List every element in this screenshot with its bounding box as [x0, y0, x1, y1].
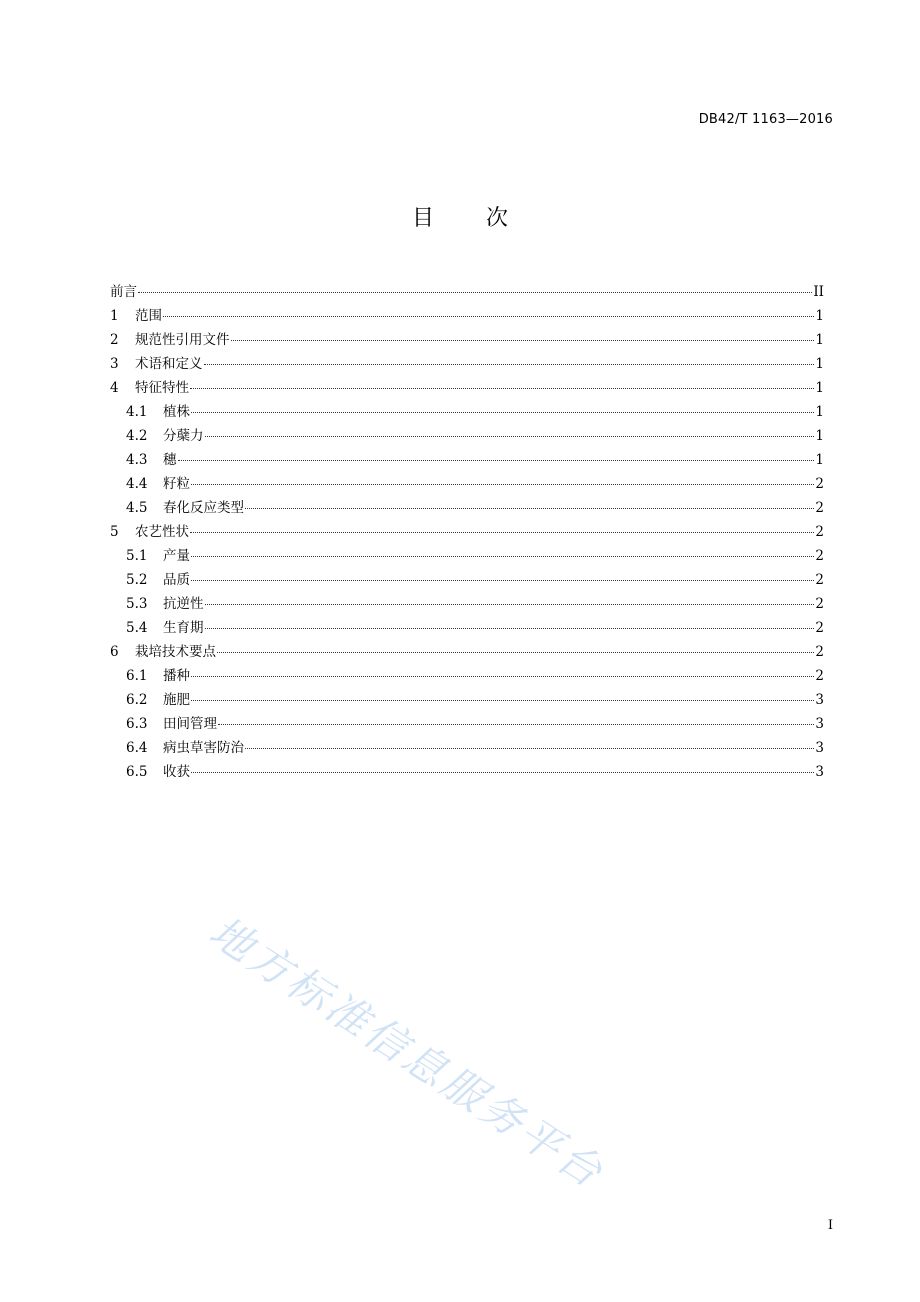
- toc-entry-page: 1: [815, 380, 824, 396]
- page-number: I: [827, 1218, 833, 1233]
- toc-entry-page: 2: [815, 644, 824, 660]
- toc-entry-page: 2: [815, 476, 824, 492]
- toc-dot-leader: [205, 435, 815, 437]
- toc-entry-title: 收获: [163, 764, 190, 780]
- toc-entry-page: 2: [815, 500, 824, 516]
- toc-entry-number: 4.1: [126, 404, 148, 420]
- toc-entry-number: 4.3: [126, 452, 148, 468]
- toc-entry-page: 3: [815, 692, 824, 708]
- toc-entry-number: 6.5: [126, 764, 148, 780]
- toc-entry-number: 5.1: [126, 548, 148, 564]
- toc-dot-leader: [205, 627, 815, 629]
- toc-entry-number: 5.4: [126, 620, 148, 636]
- toc-entry-number: 4: [110, 380, 119, 396]
- toc-entry-title: 施肥: [163, 692, 190, 708]
- toc-entry-title: 籽粒: [163, 476, 190, 492]
- toc-entry-page: 1: [815, 452, 824, 468]
- toc-entry[interactable]: [110, 424, 824, 448]
- toc-entry[interactable]: [110, 400, 824, 424]
- toc-entry-page: 2: [815, 596, 824, 612]
- toc-entry[interactable]: [110, 760, 824, 784]
- toc-entry-number: 5.2: [126, 572, 148, 588]
- toc-dot-leader: [138, 291, 812, 293]
- toc-entry-title: 分蘖力: [163, 428, 204, 444]
- toc-entry-number: 2: [110, 332, 119, 348]
- toc-entry[interactable]: [110, 640, 824, 664]
- toc-entry-number: 6: [110, 644, 119, 660]
- toc-entry-title: 范围: [135, 308, 162, 324]
- toc-entry-number: 6.3: [126, 716, 148, 732]
- toc-entry[interactable]: [110, 472, 824, 496]
- toc-entry[interactable]: [110, 304, 824, 328]
- toc-entry-title: 规范性引用文件: [135, 332, 230, 348]
- toc-entry[interactable]: [110, 280, 824, 304]
- toc-dot-leader: [218, 723, 814, 725]
- toc-entry-title: 前言: [110, 284, 137, 300]
- toc-entry[interactable]: [110, 328, 824, 352]
- toc-entry-title: 农艺性状: [135, 524, 189, 540]
- toc-entry-number: 1: [110, 308, 119, 324]
- toc-entry-page: 2: [815, 620, 824, 636]
- toc-entry-page: 3: [815, 740, 824, 756]
- toc-entry-title: 穗: [163, 452, 177, 468]
- toc-entry-page: 1: [815, 332, 824, 348]
- toc-entry-title: 田间管理: [163, 716, 217, 732]
- toc-dot-leader: [163, 315, 814, 317]
- toc-entry[interactable]: [110, 712, 824, 736]
- toc-entry-number: 6.1: [126, 668, 148, 684]
- toc-dot-leader: [178, 459, 815, 461]
- toc-entry-number: 5.3: [126, 596, 148, 612]
- toc-entry-number: 4.4: [126, 476, 148, 492]
- toc-entry[interactable]: [110, 352, 824, 376]
- toc-entry-page: 1: [815, 356, 824, 372]
- toc-dot-leader: [245, 507, 814, 509]
- toc-entry-title: 特征特性: [135, 380, 189, 396]
- toc-entry-number: 6.4: [126, 740, 148, 756]
- toc-dot-leader: [191, 675, 814, 677]
- toc-entry-page: 1: [815, 308, 824, 324]
- toc-entry-page: II: [813, 284, 824, 300]
- title-char-1: 目: [411, 206, 434, 231]
- toc-entry[interactable]: [110, 544, 824, 568]
- toc-entry-title: 抗逆性: [163, 596, 204, 612]
- watermark: 地方标准信息服务平台: [200, 906, 614, 1199]
- document-code: DB42/T 1163—2016: [698, 112, 833, 127]
- toc-entry-page: 2: [815, 524, 824, 540]
- toc-entry-title: 春化反应类型: [163, 500, 244, 516]
- toc-entry-title: 术语和定义: [135, 356, 203, 372]
- toc-dot-leader: [205, 603, 815, 605]
- toc-dot-leader: [217, 651, 814, 653]
- toc-entry-page: 1: [815, 428, 824, 444]
- toc-dot-leader: [191, 483, 814, 485]
- toc-entry-title: 生育期: [163, 620, 204, 636]
- toc-entry-page: 3: [815, 764, 824, 780]
- toc-entry-page: 3: [815, 716, 824, 732]
- title-char-2: 次: [486, 206, 509, 231]
- toc-entry-number: 3: [110, 356, 119, 372]
- toc-entry-number: 6.2: [126, 692, 148, 708]
- toc-dot-leader: [190, 531, 814, 533]
- toc-entry-title: 产量: [163, 548, 190, 564]
- toc-dot-leader: [231, 339, 815, 341]
- toc-entry-title: 栽培技术要点: [135, 644, 216, 660]
- toc-entry[interactable]: [110, 520, 824, 544]
- toc-entry-page: 2: [815, 668, 824, 684]
- toc-dot-leader: [191, 411, 814, 413]
- toc-dot-leader: [190, 387, 814, 389]
- toc-dot-leader: [191, 579, 814, 581]
- toc-dot-leader: [191, 699, 814, 701]
- toc-entry-number: 5: [110, 524, 119, 540]
- toc-entry-page: 1: [815, 404, 824, 420]
- toc-entry-number: 4.5: [126, 500, 148, 516]
- toc-entry[interactable]: [110, 736, 824, 760]
- toc-entry[interactable]: [110, 568, 824, 592]
- toc-dot-leader: [245, 747, 814, 749]
- toc-entry[interactable]: [110, 448, 824, 472]
- toc-entry[interactable]: [110, 664, 824, 688]
- toc-entry-page: 2: [815, 572, 824, 588]
- toc-dot-leader: [191, 771, 814, 773]
- toc-entry[interactable]: [110, 688, 824, 712]
- toc-entry[interactable]: [110, 376, 824, 400]
- toc-entry-title: 品质: [163, 572, 190, 588]
- toc-entry[interactable]: [110, 592, 824, 616]
- toc-dot-leader: [191, 555, 814, 557]
- toc-entry[interactable]: [110, 496, 824, 520]
- toc-entry-page: 2: [815, 548, 824, 564]
- toc-dot-leader: [204, 363, 815, 365]
- page-title: [0, 202, 920, 236]
- toc-entry-title: 植株: [163, 404, 190, 420]
- toc-entry-number: 4.2: [126, 428, 148, 444]
- toc-entry-title: 播种: [163, 668, 190, 684]
- toc-entry[interactable]: [110, 616, 824, 640]
- toc-entry-title: 病虫草害防治: [163, 740, 244, 756]
- table-of-contents: [110, 280, 824, 784]
